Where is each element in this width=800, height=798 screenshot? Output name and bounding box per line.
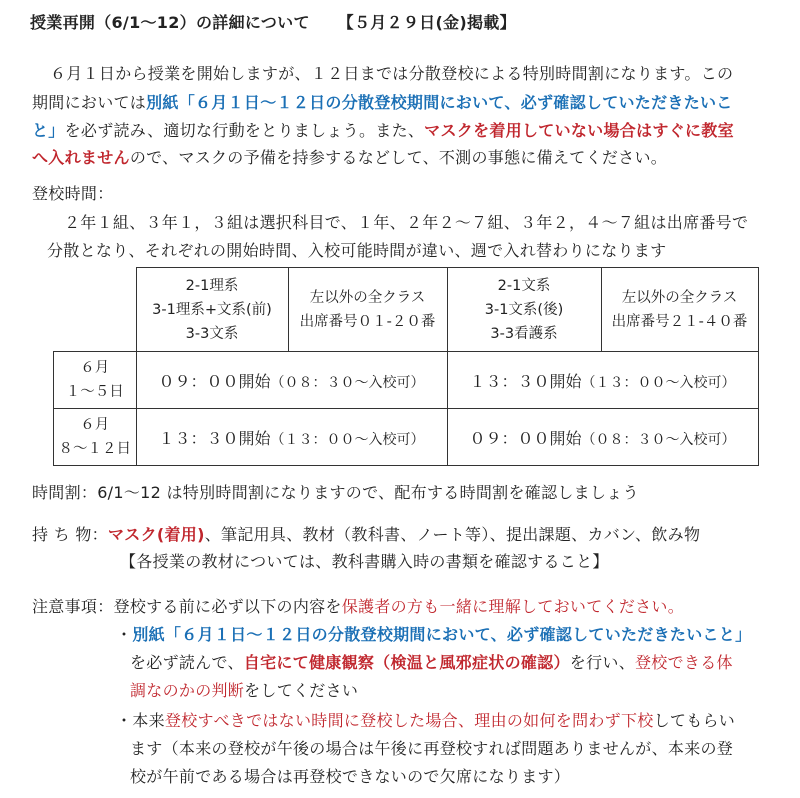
separate-sheet-reference: 別紙「６月１日～１２日の分散登校期間において、必ず確認していただきたいこ (146, 93, 733, 112)
start-cell-group-cd (447, 352, 758, 409)
note-bullet-1-line-3 (130, 680, 358, 702)
note-bullet-1-line-2 (130, 652, 733, 674)
intro-line-1: ６月１日から授業を開始しますが、１２日までは分散登校による特別時間割になります。この (50, 64, 734, 83)
period-month: ６月 (80, 360, 110, 376)
header-line: 左以外の全クラス (309, 289, 426, 306)
header-group-c (447, 268, 601, 352)
intro-text: を必ず読み、適切な行動をとりましょう。また、 (64, 121, 425, 140)
intro-text: 期間においては (32, 93, 147, 112)
entry-time: （０８：３０～入校可） (270, 374, 425, 391)
notes-label: 注意事項： (32, 597, 114, 616)
intro-line-2 (32, 92, 733, 114)
title-date: 【５月２９日(金)掲載】 (337, 13, 516, 32)
condition-judgement-end: 調なのかの判断 (130, 681, 245, 700)
header-line: 3-3文系 (185, 325, 239, 342)
mask-warning-end: へ入れません (32, 148, 130, 167)
start-cell-group-ab (136, 352, 447, 409)
table-header-row (54, 268, 759, 352)
note-bullet-1-line-1 (116, 624, 751, 646)
note-bullet-2-line-3: 校が午前である場合は再登校できないので欠席になります） (130, 767, 571, 786)
entry-time: （１３：００～入校可） (270, 431, 425, 448)
start-time: ０９：００開始 (469, 428, 582, 448)
bullet: ・ (116, 625, 133, 644)
health-check-instruction: 自宅にて健康観察（検温と風邪症状の確認） (243, 653, 570, 672)
separate-sheet-reference: 別紙「６月１日～１２日の分散登校期間において、必ず確認していただきたいこと」 (132, 625, 752, 644)
notes-line-1 (32, 596, 684, 618)
notes-text: ・本来 (116, 711, 165, 730)
notes-text: を行い、 (569, 653, 635, 672)
timetable-line: 時間割：6/1～12 は特別時間割になりますので、配布する時間割を確認しましょう (32, 483, 639, 502)
note-bullet-2-line-2: ます（本来の登校が午後の場合は午後に再登校すれば問題ありませんが、本来の登 (130, 739, 734, 758)
header-line: 2-1理系 (185, 277, 239, 294)
header-line: 3-1文系(後) (484, 301, 564, 318)
notes-text: を必ず読んで、 (130, 653, 244, 672)
schedule-table (53, 267, 759, 466)
start-time: １３：３０開始 (469, 371, 582, 391)
mask-item: マスク(着用) (107, 525, 205, 544)
header-line: 出席番号０１-２０番 (299, 313, 436, 330)
guardian-warning: 保護者の方も一緒に理解しておいてください。 (341, 597, 685, 616)
belongings-items: 、筆記用具、教材（教科書、ノート等）、提出課題、カバン、飲み物 (204, 525, 701, 544)
header-line: 出席番号２１-４０番 (611, 313, 748, 330)
period-days: ８～１２日 (58, 441, 131, 457)
notes-text: をしてください (244, 681, 359, 700)
intro-line-4 (32, 147, 667, 169)
entry-time: （０８：３０～入校可） (581, 431, 736, 448)
start-time: １３：３０開始 (158, 428, 271, 448)
notes-text: 登校する前に必ず以下の内容を (113, 597, 342, 616)
start-cell-group-cd (447, 409, 758, 466)
period-cell (54, 352, 137, 409)
belongings-line (32, 524, 700, 546)
intro-line-3 (32, 120, 734, 142)
belongings-label: 持 ち 物： (32, 525, 108, 544)
title-main: 授業再開（6/1～12）の詳細について (30, 13, 310, 32)
period-days: １～５日 (65, 384, 124, 400)
header-line: 2-1文系 (497, 277, 551, 294)
header-group-a (136, 268, 288, 352)
table-row (54, 409, 759, 466)
mask-warning: マスクを着用していない場合はすぐに教室 (424, 121, 734, 140)
notes-text: してもらい (653, 711, 736, 730)
attendance-heading: 登校時間： (32, 184, 114, 203)
condition-judgement: 登校できる体 (635, 653, 733, 672)
table-corner (54, 268, 137, 352)
attendance-line-2: 分散となり、それぞれの開始時間、入校可能時間が違い、週で入れ替わりになります (47, 241, 667, 260)
header-line: 3-3看護系 (490, 325, 558, 342)
header-line: 左以外の全クラス (621, 289, 738, 306)
start-cell-group-ab (136, 409, 447, 466)
attendance-line-1: ２年１組、３年１，３組は選択科目で、１年、２年２～７組、３年２，４～７組は出席番号で (64, 213, 749, 232)
intro-text: ので、マスクの予備を持参するなどして、不測の事態に備えてください。 (129, 148, 668, 167)
header-line: 3-1理系+文系(前) (152, 301, 272, 318)
page-title (30, 12, 516, 34)
header-group-b (288, 268, 447, 352)
belongings-note: 【各授業の教材については、教科書購入時の書類を確認すること】 (120, 552, 609, 571)
separate-sheet-reference-end: と」 (32, 121, 65, 140)
start-time: ０９：００開始 (158, 371, 271, 391)
header-group-d (601, 268, 758, 352)
table-row (54, 352, 759, 409)
wrong-time-warning: 登校すべきではない時間に登校した場合、理由の如何を問わず下校 (164, 711, 654, 730)
note-bullet-2-line-1 (116, 710, 735, 732)
period-month: ６月 (80, 417, 110, 433)
entry-time: （１３：００～入校可） (581, 374, 736, 391)
period-cell (54, 409, 137, 466)
